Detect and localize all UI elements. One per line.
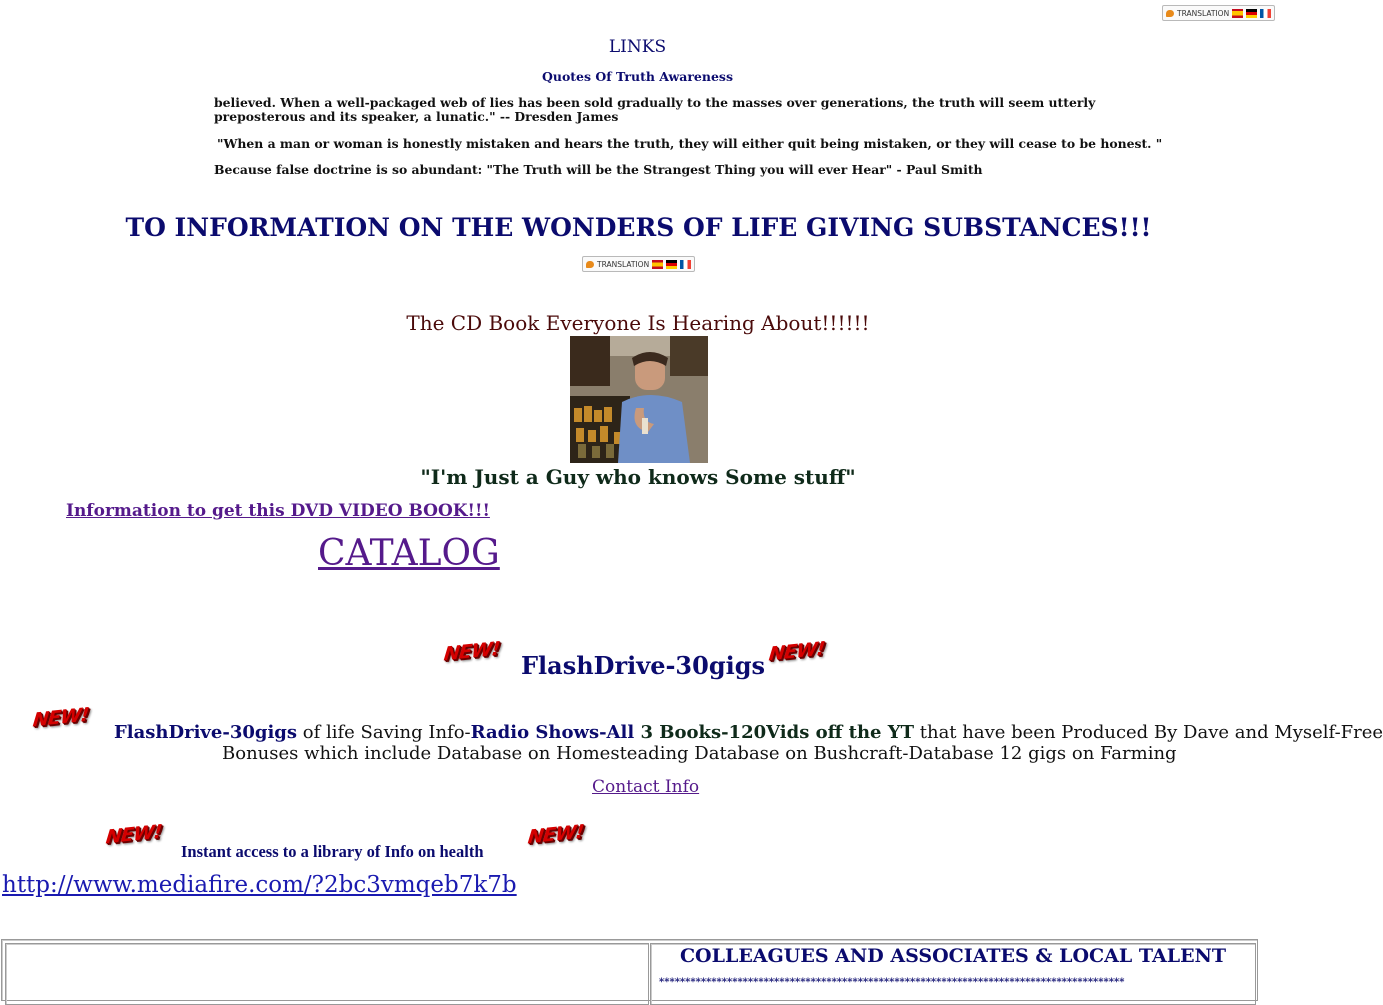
author-photo-image <box>570 336 708 463</box>
new-badge-icon: NEW! <box>767 637 826 666</box>
translation-label: TRANSLATION <box>1177 8 1230 18</box>
french-flag-icon[interactable] <box>680 260 691 269</box>
flashdrive-heading: FlashDrive-30gigs <box>521 651 766 680</box>
table-cell-right <box>650 943 1256 1005</box>
links-heading: LINKS <box>608 37 667 57</box>
author-photo <box>570 336 708 463</box>
desc-text: of life Saving Info- <box>297 722 471 743</box>
translation-widget[interactable] <box>1162 5 1275 21</box>
quote-honestly-mistaken: "When a man or woman is honestly mistaken and hears the truth, they will either quit being mistaken, or they will cease to be honest. " <box>217 136 1163 151</box>
quote-line: preposterous and its speaker, a lunatic." -- Dresden James <box>214 109 619 124</box>
colleagues-table <box>1 939 1258 1001</box>
flashdrive-description <box>114 722 1383 743</box>
guy-caption: "I'm Just a Guy who knows Some stuff" <box>420 465 856 489</box>
books-vids-text: 3 Books-120Vids off the YT <box>640 722 915 743</box>
quote-line: believed. When a well-packaged web of lies has been sold gradually to the masses over generations, the truth will seem utterly <box>214 95 1096 110</box>
flashdrive-name: FlashDrive-30gigs <box>114 722 298 743</box>
catalog-link[interactable]: CATALOG <box>318 533 500 574</box>
quote-paul-smith: Because false doctrine is so abundant: "The Truth will be the Strangest Thing you will ever Hear" - Paul Smith <box>214 162 983 177</box>
quotes-heading: Quotes Of Truth Awareness <box>541 69 734 84</box>
new-badge-icon: NEW! <box>442 637 501 666</box>
table-cell-left <box>5 943 649 1005</box>
speech-bubble-icon <box>1166 10 1174 17</box>
spanish-flag-icon[interactable] <box>1232 9 1243 18</box>
dvd-video-book-link[interactable]: Information to get this DVD VIDEO BOOK!!! <box>66 501 490 521</box>
german-flag-icon[interactable] <box>1246 9 1257 18</box>
main-headline: TO INFORMATION ON THE WONDERS OF LIFE GIVING SUBSTANCES!!! <box>125 213 1152 242</box>
new-badge-icon: NEW! <box>526 820 585 849</box>
translation-label: TRANSLATION <box>597 259 650 269</box>
speech-bubble-icon <box>586 261 594 268</box>
translation-widget-middle[interactable] <box>582 256 695 272</box>
instant-access-text: Instant access to a library of Info on health <box>181 842 484 861</box>
contact-info-link[interactable]: Contact Info <box>592 777 700 797</box>
radio-shows-text: Radio Shows-All <box>470 722 641 743</box>
new-badge-icon: NEW! <box>104 820 163 849</box>
quote-dresden-james <box>214 96 1114 124</box>
cd-book-title: The CD Book Everyone Is Hearing About!!!!!! <box>406 311 870 335</box>
mediafire-link[interactable]: http://www.mediafire.com/?2bc3vmqeb7k7b <box>2 872 517 898</box>
star-divider: ***************************************************************************************** <box>659 977 1125 988</box>
desc-text: that have been Produced By Dave and Myself-Free <box>914 722 1383 743</box>
french-flag-icon[interactable] <box>1260 9 1271 18</box>
spanish-flag-icon[interactable] <box>652 260 663 269</box>
colleagues-heading: COLLEAGUES AND ASSOCIATES & LOCAL TALENT <box>679 945 1227 967</box>
flashdrive-description-line2: Bonuses which include Database on Homesteading Database on Bushcraft-Database 12 gigs on Farming <box>222 743 1177 764</box>
new-badge-icon: NEW! <box>31 703 90 732</box>
german-flag-icon[interactable] <box>666 260 677 269</box>
